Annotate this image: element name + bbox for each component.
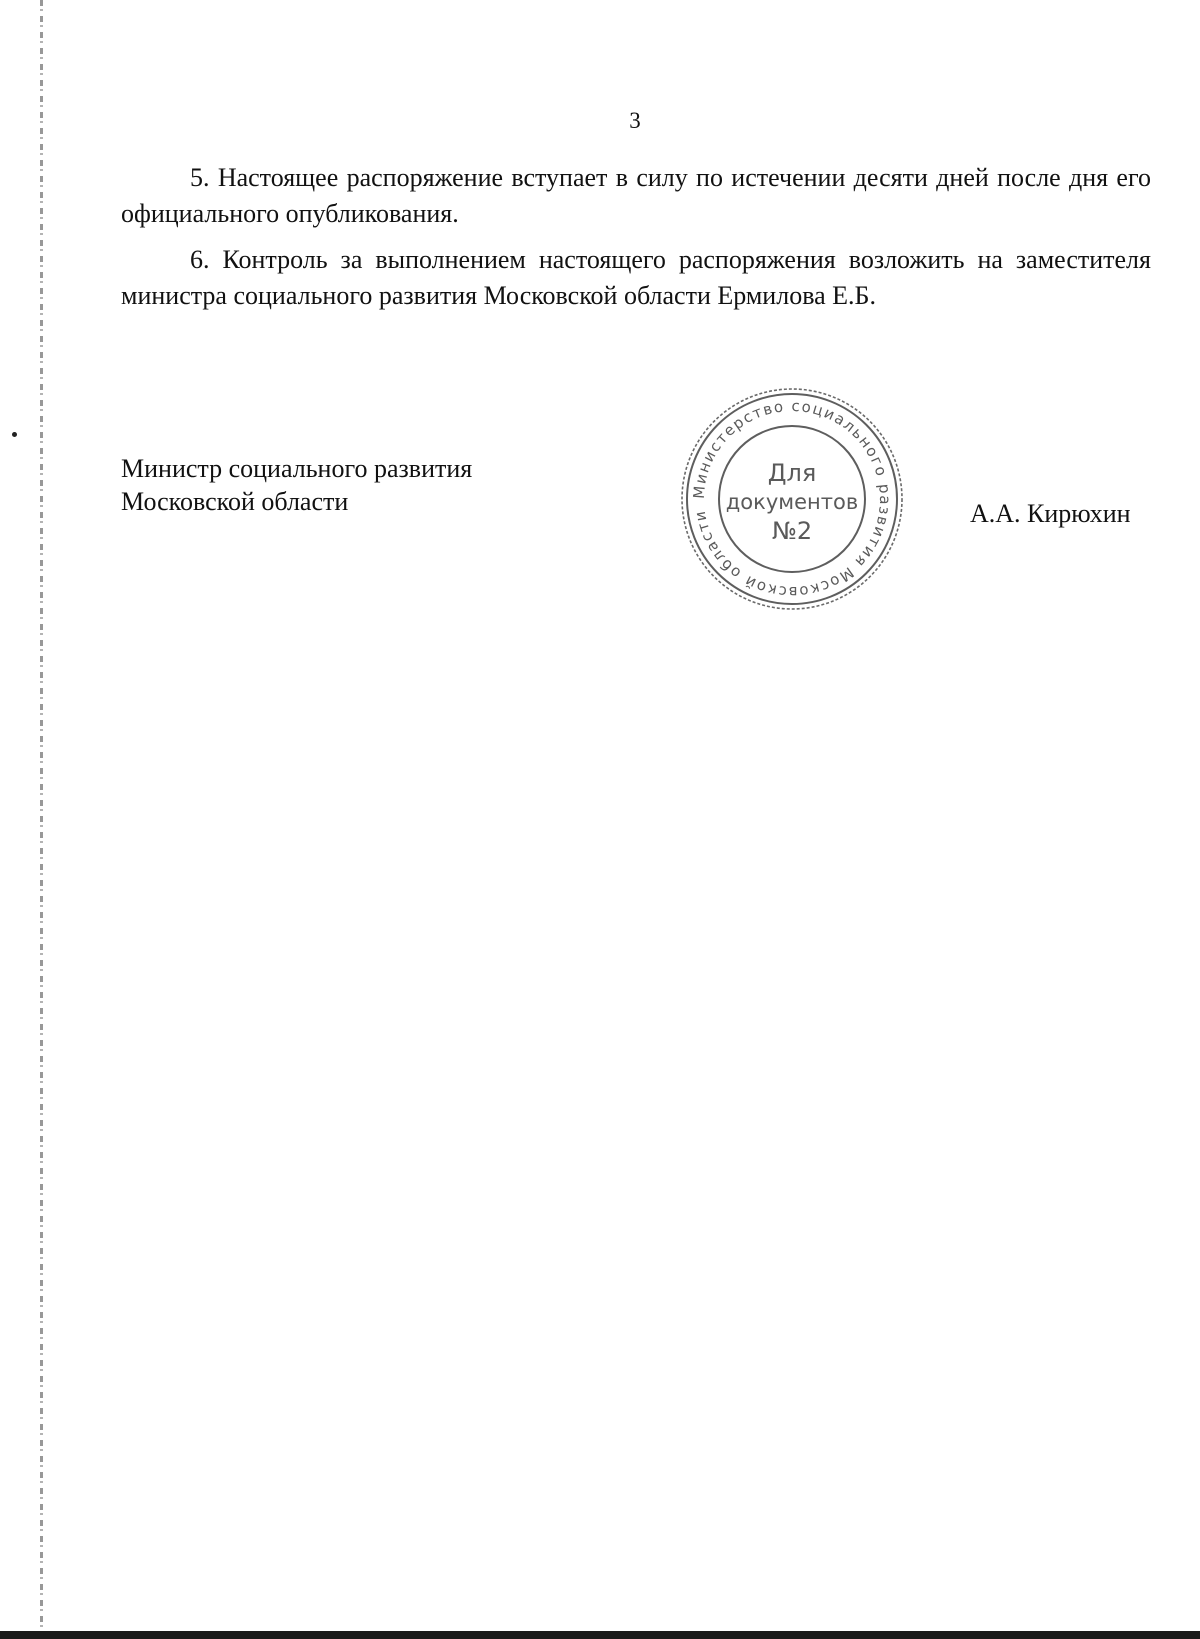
signatory-name: А.А. Кирюхин — [970, 499, 1131, 528]
scan-bottom-edge — [0, 1631, 1200, 1639]
page-number: 3 — [629, 108, 641, 133]
stamp-center-line3: №2 — [771, 517, 813, 545]
official-seal-stamp — [678, 385, 906, 613]
paragraph-5: 5. Настоящее распоряжение вступает в силу по истечении десяти дней после дня его официального опубликования. — [121, 163, 1151, 228]
stamp-center-line2: документов — [725, 490, 859, 514]
stamp-center-line1: Для — [767, 459, 817, 487]
signatory-position-line1: Министр социального развития — [121, 454, 473, 483]
signatory-position-line2: Московской области — [121, 487, 349, 516]
signatory-position — [121, 452, 472, 518]
stamp-ring-text: Министерство социального развития Московской области — [689, 396, 895, 602]
scan-artifact-dot — [12, 432, 17, 437]
paragraph-6: 6. Контроль за выполнением настоящего распоряжения возложить на заместителя министра социального развития Московской области Ермилова Е.Б. — [121, 245, 1151, 310]
document-body — [121, 160, 1151, 324]
scan-left-edge — [40, 0, 43, 1639]
